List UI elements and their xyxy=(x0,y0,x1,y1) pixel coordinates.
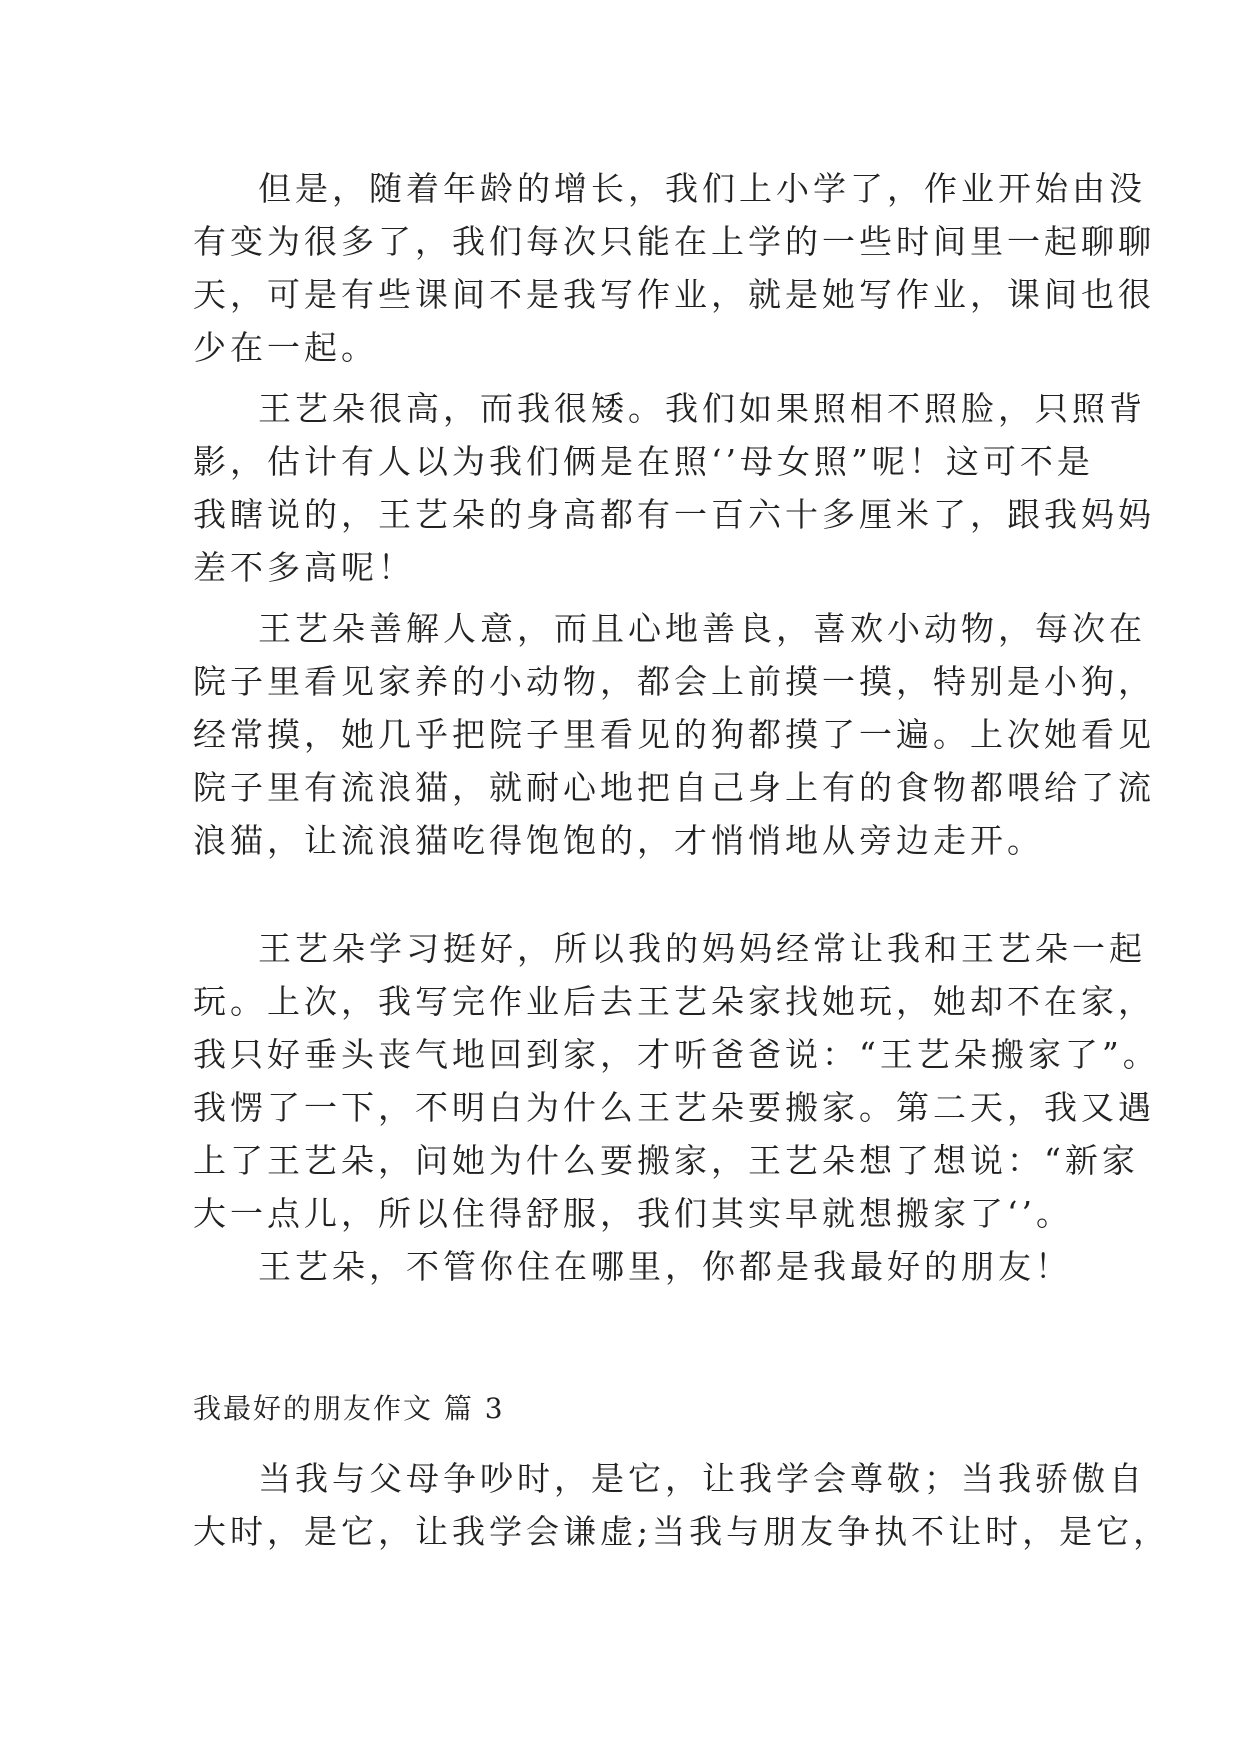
paragraph-3-line-4: 院子里有流浪猫，就耐心地把自己身上有的食物都喂给了流 xyxy=(193,768,1155,807)
section-heading: 我最好的朋友作文 篇 3 xyxy=(193,1392,505,1425)
paragraph-3-line-5: 浪猫，让流浪猫吃得饱饱的，才悄悄地从旁边走开。 xyxy=(193,821,1044,860)
paragraph-4-line-1: 王艺朵学习挺好，所以我的妈妈经常让我和王艺朵一起 xyxy=(258,929,1146,968)
paragraph-4-line-4: 我愣了一下，不明白为什么王艺朵要搬家。第二天，我又遇 xyxy=(193,1088,1155,1127)
section-paragraph-line-2: 大时，是它，让我学会谦虚;当我与朋友争执不让时，是它， xyxy=(193,1512,1171,1551)
paragraph-3-line-3: 经常摸，她几乎把院子里看见的狗都摸了一遍。上次她看见 xyxy=(193,715,1155,754)
section-paragraph-line-1: 当我与父母争吵时，是它，让我学会尊敬；当我骄傲自 xyxy=(258,1459,1146,1498)
paragraph-2-line-1: 王艺朵很高，而我很矮。我们如果照相不照脸，只照背 xyxy=(258,389,1146,428)
paragraph-1-line-3: 天，可是有些课间不是我写作业，就是她写作业，课间也很 xyxy=(193,275,1155,314)
paragraph-1-line-1: 但是，随着年龄的增长，我们上小学了，作业开始由没 xyxy=(258,169,1146,208)
paragraph-3-line-1: 王艺朵善解人意，而且心地善良，喜欢小动物，每次在 xyxy=(258,609,1146,648)
paragraph-1-line-4: 少在一起。 xyxy=(193,328,378,367)
paragraph-5-line-1: 王艺朵，不管你住在哪里，你都是我最好的朋友！ xyxy=(258,1247,1072,1286)
paragraph-2-line-3: 我瞎说的，王艺朵的身高都有一百六十多厘米了，跟我妈妈 xyxy=(193,495,1155,534)
paragraph-2-line-2: 影，估计有人以为我们俩是在照‘’母女照”呢！这可不是 xyxy=(193,442,1094,481)
paragraph-3-line-2: 院子里看见家养的小动物，都会上前摸一摸，特别是小狗， xyxy=(193,662,1155,701)
paragraph-4-line-5: 上了王艺朵，问她为什么要搬家，王艺朵想了想说：“新家 xyxy=(193,1141,1139,1180)
paragraph-4-line-3: 我只好垂头丧气地回到家，才听爸爸说：“王艺朵搬家了”。 xyxy=(193,1035,1160,1074)
paragraph-4-line-2: 玩。上次，我写完作业后去王艺朵家找她玩，她却不在家， xyxy=(193,982,1155,1021)
paragraph-4-line-6: 大一点儿，所以住得舒服，我们其实早就想搬家了‘’。 xyxy=(193,1194,1073,1233)
paragraph-2-line-4: 差不多高呢！ xyxy=(193,548,415,587)
paragraph-1-line-2: 有变为很多了，我们每次只能在上学的一些时间里一起聊聊 xyxy=(193,222,1155,261)
